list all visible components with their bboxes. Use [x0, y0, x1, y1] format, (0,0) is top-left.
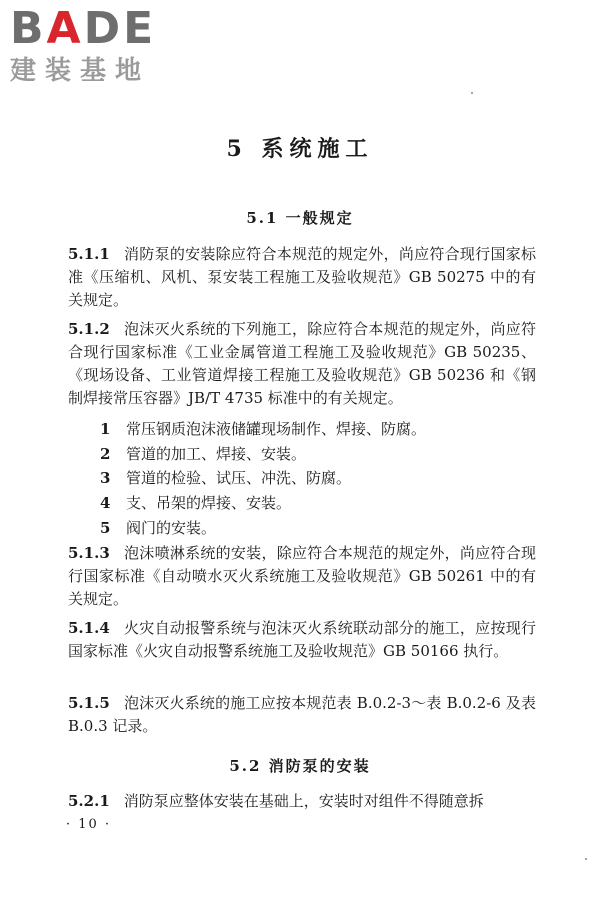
list-item: 2 管道的加工、焊接、安装。 [100, 445, 307, 463]
chapter-title: 5 系统施工 [226, 136, 374, 162]
bade-logo [10, 3, 180, 86]
list-item: 4 支、吊架的焊接、安装。 [100, 494, 292, 512]
list-item: 3 管道的检验、试压、冲洗、防腐。 [100, 469, 352, 487]
clause-5-1-3: 5.1.3 泡沫喷淋系统的安装，除应符合本规范的规定外，尚应符合现行国家标准《自动喷水灭火系统施工及验收规范》GB 50261 中的有关规定。 [68, 544, 536, 608]
logo-wordmark: BADE [10, 3, 157, 54]
clause-5-1-5: 5.1.5 泡沫灭火系统的施工应按本规范表 B.0.2-3～表 B.0.2-6 及表 B.0.3 记录。 [68, 694, 536, 735]
scan-speck [585, 858, 587, 860]
clause-5-2-1: 5.2.1 消防泵应整体安装在基础上，安装时对组件不得随意拆 [68, 792, 484, 810]
page-number: · 10 · [66, 817, 112, 832]
scan-speck [471, 92, 473, 94]
list-item: 1 常压钢质泡沫液储罐现场制作、焊接、防腐。 [100, 420, 427, 438]
section-title-5-2: 5.2 消防泵的安装 [229, 757, 371, 775]
clause-5-1-2: 5.1.2 泡沫灭火系统的下列施工，除应符合本规范的规定外，尚应符合现行国家标准《工业金属管道工程施工及验收规范》GB 50235、《现场设备、工业管道焊接工程施工及验收规范》GB 50236 和《钢制焊接常压容器》JB/T 4735 标准中的有关规定。 [68, 320, 536, 407]
section-title-5-1: 5.1 一般规定 [246, 209, 354, 227]
list-item: 5 阀门的安装。 [100, 519, 217, 537]
logo-subtitle: 建装基地 [10, 56, 151, 86]
clause-5-1-4: 5.1.4 火灾自动报警系统与泡沫灭火系统联动部分的施工，应按现行国家标准《火灾自动报警系统施工及验收规范》GB 50166 执行。 [68, 619, 536, 660]
clause-5-1-1: 5.1.1 消防泵的安装除应符合本规范的规定外，尚应符合现行国家标准《压缩机、风机、泵安装工程施工及验收规范》GB 50275 中的有关规定。 [68, 245, 536, 309]
